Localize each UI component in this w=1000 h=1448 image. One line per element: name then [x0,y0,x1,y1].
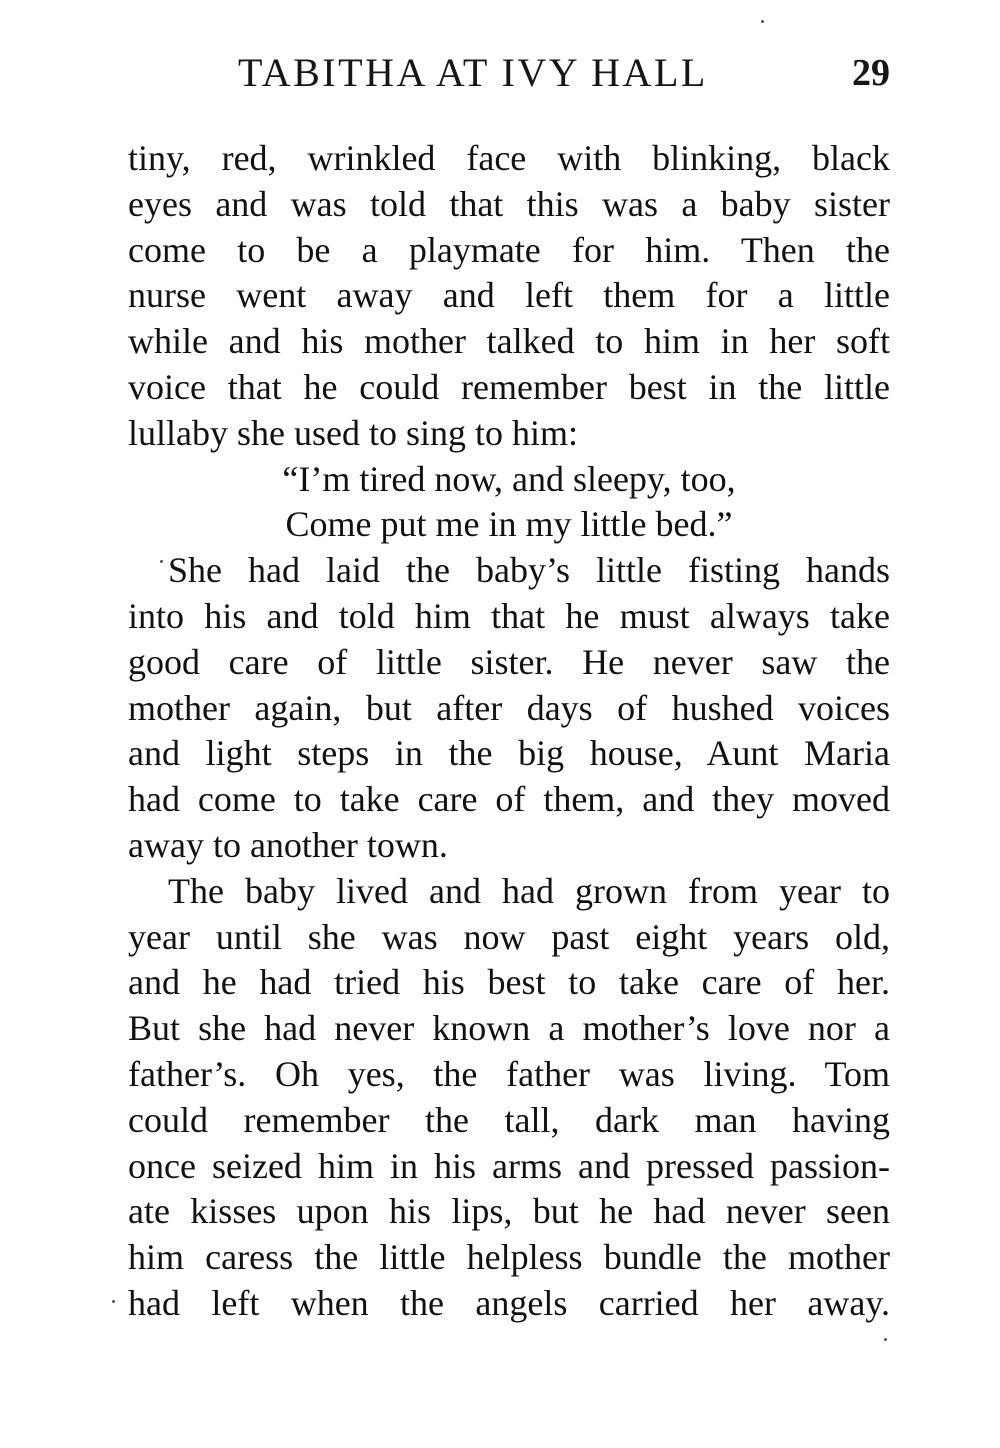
text-line: and he had tried his best to take care of her. [128,962,890,1003]
text-line: had left when the angels carried her away. [128,1282,890,1323]
scan-speck [112,1300,115,1303]
running-head [128,48,890,104]
text-line: into his and told him that he must always take [128,595,890,636]
text-line: while and his mother talked to him in her soft [128,321,890,362]
text-line: But she had never known a mother’s love nor a [128,1008,890,1049]
scan-speck [761,20,764,23]
text-line: away to another town. [128,824,448,865]
text-line: had come to take care of them, and they moved [128,779,890,820]
text-line: voice that he could remember best in the little [128,366,890,407]
verse-line: Come put me in my little bed.” [285,504,733,545]
text-line: and light steps in the big house, Aunt Maria [128,733,890,774]
text-line: tiny, red, wrinkled face with blinking, black [128,138,890,178]
running-title: TABITHA AT IVY HALL [238,50,708,95]
text-line: The baby lived and had grown from year to [168,870,890,911]
text-line: mother again, but after days of hushed voices [128,687,890,728]
text-line: year until she was now past eight years old, [128,916,890,957]
page-number: 29 [852,52,890,94]
text-line: She had laid the baby’s little fisting hands [168,550,890,591]
verse-line: “I’m tired now, and sleepy, too, [282,458,736,499]
page-body-text [128,136,890,1327]
text-line: father’s. Oh yes, the father was living. Tom [128,1053,890,1094]
scan-speck [160,560,163,563]
text-line: him caress the little helpless bundle the mother [128,1237,890,1278]
scan-speck [884,1338,887,1341]
text-line: could remember the tall, dark man having [128,1099,890,1140]
text-line: once seized him in his arms and pressed passion- [128,1145,890,1186]
text-line: ate kisses upon his lips, but he had never seen [128,1191,890,1232]
text-line: eyes and was told that this was a baby sister [128,183,890,224]
text-line: lullaby she used to sing to him: [128,412,578,453]
text-line: nurse went away and left them for a little [128,275,890,316]
text-line: come to be a playmate for him. Then the [128,229,890,270]
text-line: good care of little sister. He never saw the [128,641,890,682]
